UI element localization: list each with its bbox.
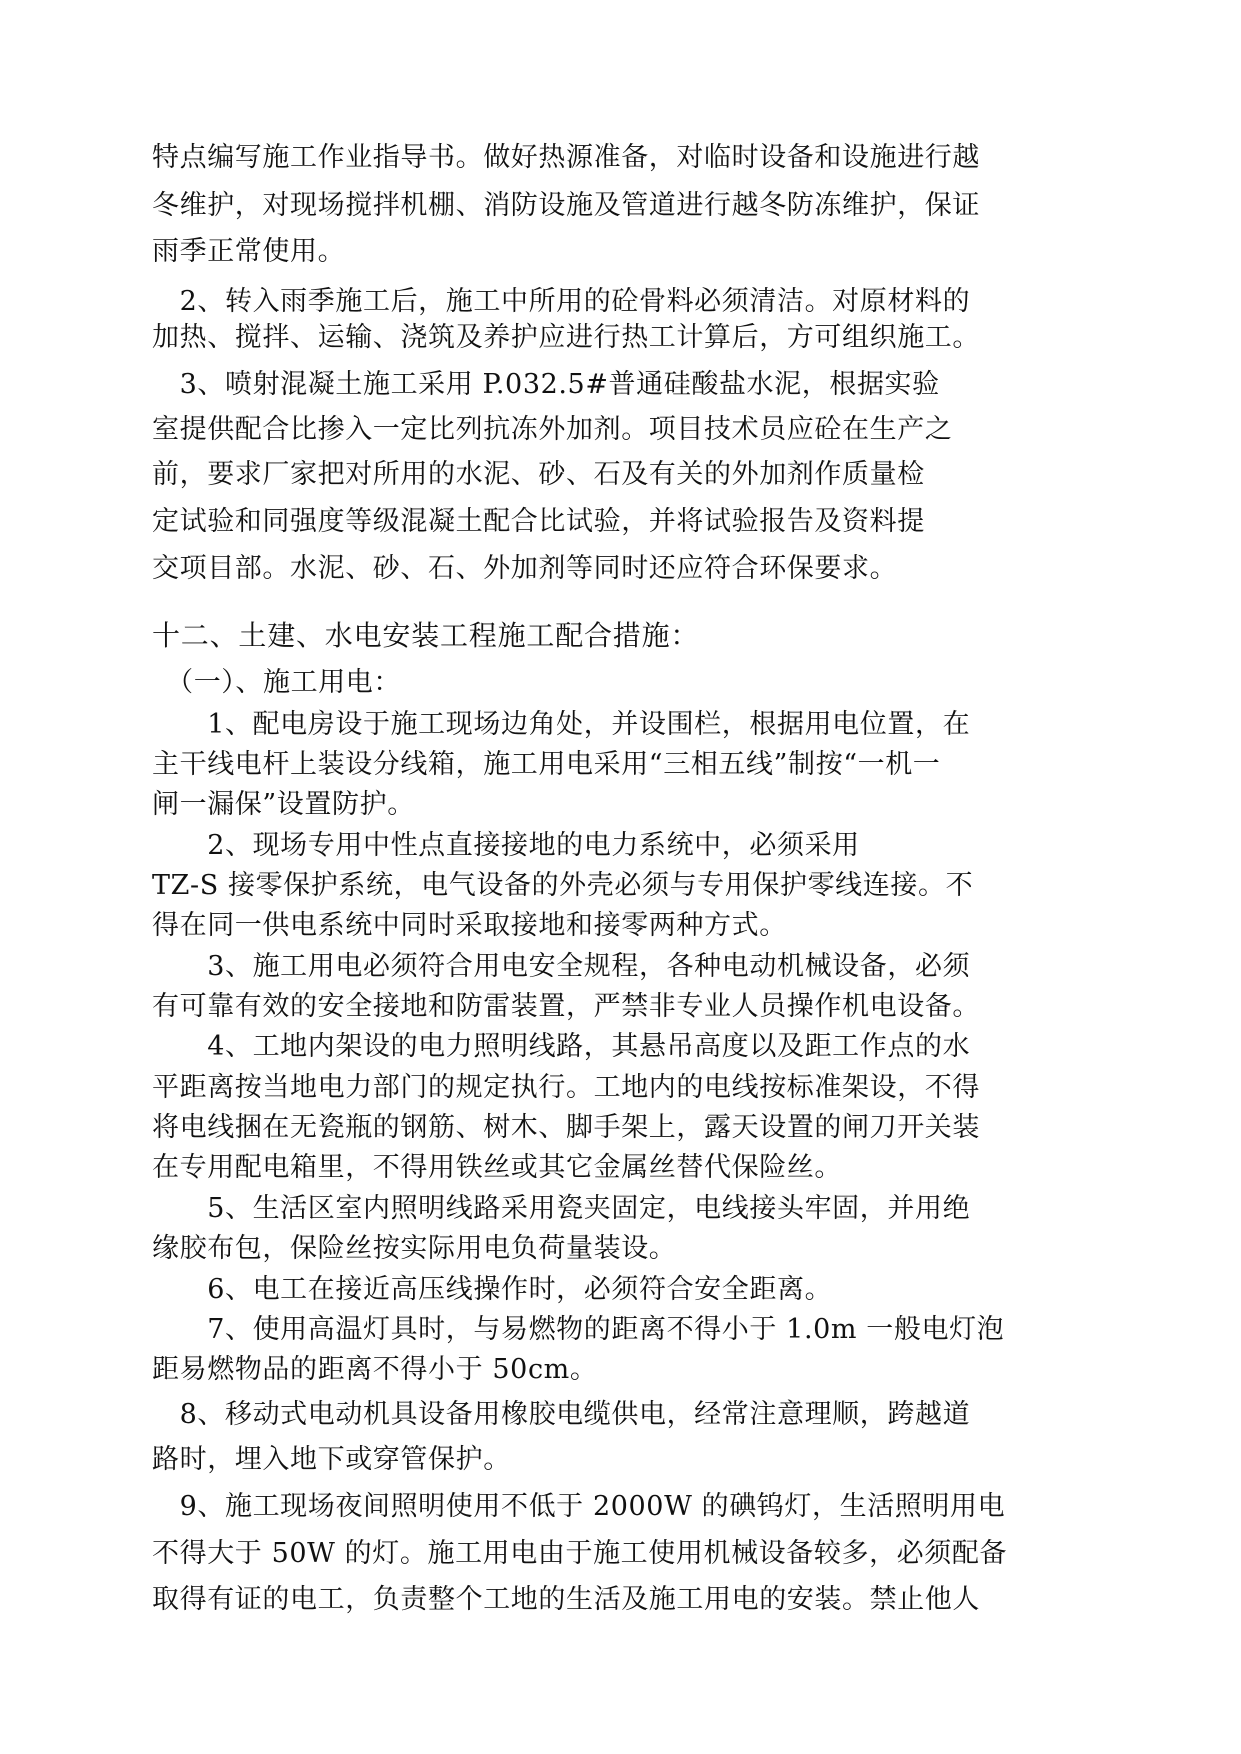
- text-line: 特点编写施工作业指导书。做好热源准备，对临时设备和设施进行越: [152, 142, 980, 173]
- text-line: 交项目部。水泥、砂、石、外加剂等同时还应符合环保要求。: [152, 553, 898, 584]
- section-heading: 十二、土建、水电安装工程施工配合措施：: [152, 619, 700, 652]
- text-line: 定试验和同强度等级混凝土配合比试验，并将试验报告及资料提: [152, 506, 925, 537]
- text-line: 路时，埋入地下或穿管保护。: [152, 1444, 511, 1475]
- text-line: 得在同一供电系统中同时采取接地和接零两种方式。: [152, 910, 787, 941]
- text-line: 室提供配合比掺入一定比列抗冻外加剂。项目技术员应砼在生产之: [152, 414, 953, 445]
- text-line: 2、转入雨季施工后，施工中所用的砼骨料必须清洁。对原材料的: [152, 286, 971, 317]
- text-line: 有可靠有效的安全接地和防雷装置，严禁非专业人员操作机电设备。: [152, 991, 980, 1022]
- text-line: 取得有证的电工，负责整个工地的生活及施工用电的安装。禁止他人: [152, 1584, 980, 1615]
- text-line: 5、生活区室内照明线路采用瓷夹固定，电线接头牢固，并用绝: [152, 1193, 971, 1224]
- subsection-heading: （一）、施工用电：: [152, 667, 401, 698]
- text-line: 闸一漏保”设置防护。: [152, 789, 415, 820]
- text-line: 主干线电杆上装设分线箱，施工用电采用“三相五线”制按“一机一: [152, 749, 941, 780]
- text-line: 前，要求厂家把对所用的水泥、砂、石及有关的外加剂作质量检: [152, 459, 925, 490]
- text-line: 6、电工在接近高压线操作时，必须符合安全距离。: [152, 1274, 833, 1305]
- text-line: 4、工地内架设的电力照明线路，其悬吊高度以及距工作点的水: [152, 1031, 971, 1062]
- text-line: 8、移动式电动机具设备用橡胶电缆供电，经常注意理顺，跨越道: [152, 1399, 971, 1430]
- text-line: 7、使用高温灯具时，与易燃物的距离不得小于 1.0m 一般电灯泡: [152, 1314, 1005, 1345]
- text-line: 加热、搅拌、运输、浇筑及养护应进行热工计算后，方可组织施工。: [152, 322, 980, 353]
- text-line: 2、现场专用中性点直接接地的电力系统中，必须采用: [152, 830, 860, 861]
- text-line: 缘胶布包，保险丝按实际用电负荷量装设。: [152, 1233, 677, 1264]
- text-line: 距易燃物品的距离不得小于 50cm。: [152, 1354, 598, 1385]
- text-line: 将电线捆在无瓷瓶的钢筋、树木、脚手架上，露天设置的闸刀开关装: [152, 1112, 980, 1143]
- text-line: 1、配电房设于施工现场边角处，并设围栏，根据用电位置，在: [152, 709, 971, 740]
- text-line: 冬维护，对现场搅拌机棚、消防设施及管道进行越冬防冻维护，保证: [152, 190, 980, 221]
- text-line: 不得大于 50W 的灯。施工用电由于施工使用机械设备较多，必须配备: [152, 1538, 1008, 1569]
- text-line: TZ-S 接零保护系统，电气设备的外壳必须与专用保护零线连接。不: [152, 870, 974, 901]
- text-line: 在专用配电箱里，不得用铁丝或其它金属丝替代保险丝。: [152, 1152, 842, 1183]
- text-line: 3、施工用电必须符合用电安全规程，各种电动机械设备，必须: [152, 951, 971, 982]
- text-line: 3、喷射混凝土施工采用 P.032.5#普通硅酸盐水泥，根据实验: [152, 369, 940, 400]
- text-line: 平距离按当地电力部门的规定执行。工地内的电线按标准架设，不得: [152, 1072, 980, 1103]
- text-line: 9、施工现场夜间照明使用不低于 2000W 的碘钨灯，生活照明用电: [152, 1491, 1006, 1522]
- text-line: 雨季正常使用。: [152, 236, 346, 267]
